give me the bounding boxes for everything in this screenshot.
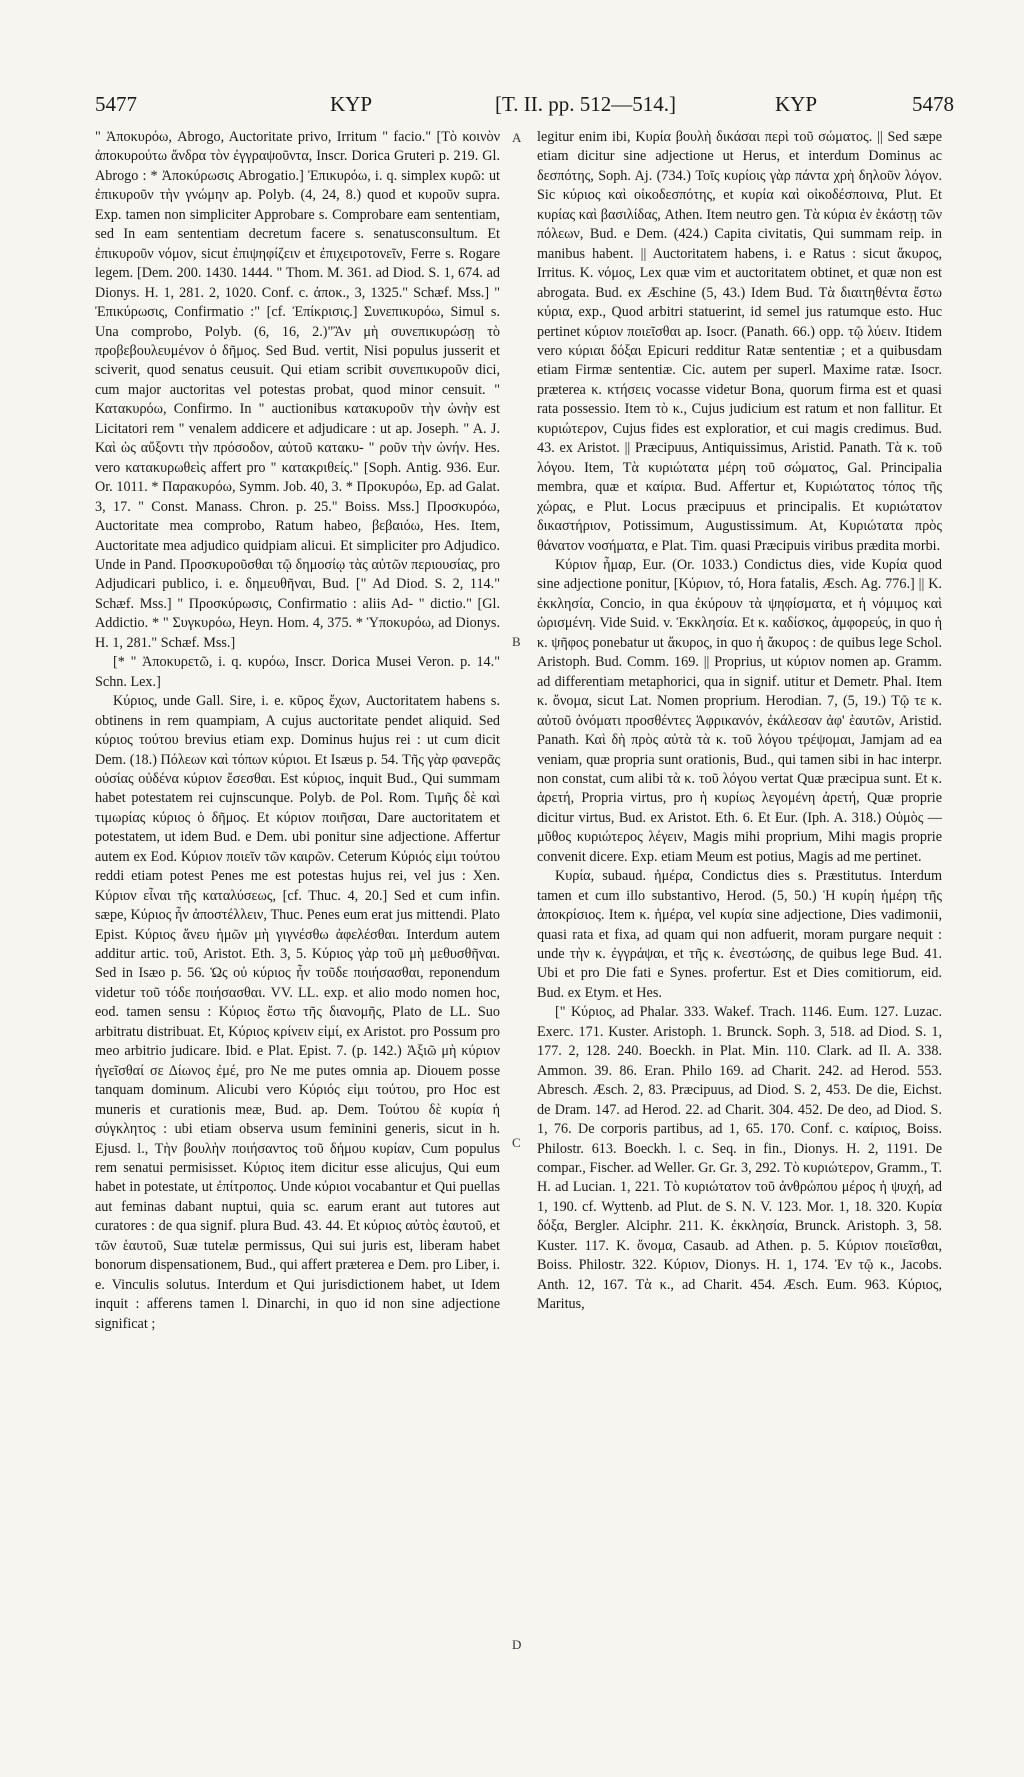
entry-kyrios: Κύριος, unde Gall. Sire, i. e. κῦρος ἔχων, Auctoritatem habens s. obtinens in rem quampiam, A cujus auctoritate pendet aliquid. Sed κύριος τούτου brevius etiam exp. Dominus hujus rei : ut cum dicit Dem. (18.) Πόλεων καὶ τόπων κύριοι. Et Isæus p. 54. Τῆς γὰρ φανερᾶς οὐσίας οὐδένα κύριον ἔσεσθαι. Est κύριος, inquit Bud., Qui summam habet potestatem rei cujnscunque. Polyb. de Pol. Rom. Τιμῆς δὲ καὶ τιμωρίας κύριος ὁ δῆμος. Et κύριον ποιῆσαι, Dare auctoritatem et potestatem, ut idem Bud. e Dem. ubi ponitur sine adjectione. Affertur autem ex Eod. Κύριον ποιεῖν τῶν καιρῶν. Ceterum Κύριός εἰμι τούτου reddi etiam potest Penes me est potestas hujus rei, vel jus : Xen. Κύριον εἶναι τῆς καταλύσεως, [cf. Thuc. 4, 20.] Sed et cum infin. sæpe, Κύριος ἦν ἀποστέλλειν, Thuc. Penes eum erat jus mittendi. Plato Epist. Κύριος ἄνευ ἡμῶν μὴ γιγνέσθω ἀφελέσθαι. Interdum autem additur artic. τοῦ, Aristot. Eth. 3, 5. Κύριος γὰρ τοῦ μὴ μεθυσθῆναι. Sed in Isæo p. 56. Ὡς οὐ κύριος ἦν τοῦδε ποιήσασθαι, reponendum videtur τοῦ τόδε ποιήσασθαι. VV. LL. exp. et alio modo nomen hoc, eod. tamen sensu : Κύριος ἔστω τῆς διανομῆς, Plato de LL. Suo arbitratu distribuat. Et, Κύριος κρίνειν εἰμί, ex Aristot. pro Possum pro meo arbitrio judicare. Ibid. e Plat. Epist. 7. (p. 142.) Ἀξιῶ μὴ κύριον ἡγεῖσθαί σε Δίωνος ἐμέ, pro Ne me putes omnia ap. Diouem posse tanquam dominum. Alicubi vero Κύριός εἰμι τούτου, pro Hoc est muneris et curationis meæ, Bud. ap. Dem. Τούτου δὲ κυρία ἡ σύγκλητος : ubi etiam observa usum feminini generis, sicut in h. Ejusd. l., Τὴν βουλὴν ποιήσαντος τοῦ δήμου κυρίαν, Cum populus rem senatui permisisset. Κύριος item dicitur esse alicujus, Qui eum habet in potestate, ut ἐπίτροπος. Unde κύριοι vocabantur et Qui puellas aut feminas dabant nuptui, quia sc. earum erant aut tutores aut curatores : de qua signif. plura Bud. 43. 44. Et κύριος αὐτὸς ἑαυτοῦ, et τῶν ἑαυτοῦ, Suæ tutelæ permissus, Qui sui juris est, liberam habet bonorum dispensationem, Bud., qui affert præterea e Dem. pro Liber, i. e. Vinculis solutus. Interdum et Qui jurisdictionem habet, ut Idem inquit : afferens tamen l. Dinarchi, in quo id non sine adjectione significat ; (95, 693, 500, 1332)
entry-apokyroo: " Ἀποκυρόω, Abrogo, Auctoritate privo, Irritum " facio." [Τὸ κοινὸν ἀποκυρούτω ἄνδρα τὸν ἐγγραψοῦντα, Inscr. Dorica Gruteri p. 219. Gl. Abrogo : * Ἀποκύρωσις Abrogatio.] Ἐπικυρόω, i. q. simplex κυρῶ: ut ἐπικυροῦν τὴν γνώμην ap. Polyb. (4, 24, 8.) quod et κυροῦν supra. Exp. tamen non simpliciter Approbare s. Comprobare eam sententiam, sed In eam sententiam decretum facere s. senatusconsultum. Et ἐπικυροῦν νόμον, sicut ἐπιψηφίζειν et ἐπιχειροτονεῖν, Ferre s. Rogare legem. [Dem. 200. 1430. 1444. " Thom. M. 361. ad Diod. S. 1, 674. ad Dionys. H. 1, 281. 2, 1020. Conf. c. ἀποκ., 3, 1325." Schæf. Mss.] " Ἐπικύρωσις, Confirmatio :" [cf. Ἐπίκρισις.] Συνεπικυρόω, Simul s. Una comprobo, Polyb. (6, 16, 2.)"Ἂν μὴ συνεπικυρώσῃ τὸ προβεβουλευμένον ὁ δῆμος. Sed Bud. vertit, Nisi populus jusserit et sciverit, quod senatus ceusuit. Qui etiam scribit συνεπικυροῦν dici, cum major auctoritas vel potestas probat, quod minor censuit. " Κατακυρόω, Confirmo. In " auctionibus κατακυροῦν τὴν ὠνὴν est Licitatori rem " venalem addicere et adjudicare : ut ap. Joseph. " A. J. Καὶ ὡς αὔξοντι τὴν πρόσοδον, αὐτοῦ κατακυ- " ροῦν τὴν ὠνήν. Hes. vero κατακυρωθεὶς affert pro " κατακριθείς." [Soph. Antig. 936. Eur. Or. 1011. * Παρακυρόω, Symm. Job. 40, 3. * Προκυρόω, Ep. ad Galat. 3, 17. " Const. Manass. Chron. p. 25." Boiss. Mss.] Προσκυρόω, Auctoritate mea comprobo, Ratum habeo, βεβαιόω, Hes. Item, Auctoritate mea adjudico quidpiam alicui. Et simpliciter pro Adjudico. Unde in Pand. Προσκυροῦσθαι τῷ δημοσίῳ τὰς αὐτῶν περιουσίας, pro Adjudicari publico, i. e. δημευθῆναι, Bud. [" Ad Diod. S. 2, 114." Schæf. Mss.] " Προσκύρωσις, Confirmatio : aliis Ad- " dictio." [Gl. Addictio. * " Συγκυρόω, Heyn. Hom. 4, 375. * Ὑποκυρόω, ad Dionys. H. 1, 281." Schæf. Mss.] (95, 129, 500, 651)
volume-page-reference: [T. II. pp. 512—514.] (495, 92, 676, 116)
entry-kyrion-emar: Κύριον ἦμαρ, Eur. (Or. 1033.) Condictus dies, vide Κυρία quod sine adjectione ponitur, [Κύριον, τό, Hora fatalis, Æsch. Ag. 776.] || K. ἐκκλησία, Concio, in qua ἐκύρουν τὰ ψηφίσματα, et ἡ νόμιμος καὶ ὡρισμένη. Vide Suid. v. Ἐκκλησία. Et κ. καδίσκος, ἀμφορεύς, in quo ἡ κ. ψῆφος ponebatur ut ἄκυρος, in quo ἡ ἄκυρος : de quibus lege Schol. Aristoph. Bud. Comm. 169. || Proprius, ut κύριον nomen ap. Gramm. ad differentiam metaphorici, qua in signif. utitur et Demetr. Phal. Item κ. ὄνομα, sicut Lat. Nomen proprium. Herodian. 7, (5, 19.) Τῷ τε κ. αὐτοῦ ὀνόματι προσθέντες Ἀφρικανόν, ἐκάλεσαν ἀφ' ἑαυτῶν, Aristid. Panath. Καὶ δὴ πρὸς αὐτὰ τὰ κ. τοῦ λόγου τρέψομαι, Jamjam ad ea veniam, quæ propria sunt orationis, Bud., qui tamen sibi in hac interpr. non constat, cum alibi τὰ κ. τοῦ λόγου vertat Quæ præcipua sunt. Et κ. ἀρετή, Propria virtus, pro ἡ κυρίως λεγομένη ἀρετή, Quæ proprie dicitur virtus, Bud. ex Aristot. Eth. 6. Et Eur. (Iph. A. 318.) Οὑμὸς — μῦθος κυριώτερος λέγειν, Magis mihi proprium, Mihi magis proprie convenit dicere. Exp. etiam Meum est potius, Magis ad me pertinet. (537, 556, 942, 865)
right-column (537, 128, 942, 1315)
margin-letter-a: A (512, 130, 522, 145)
entry-kyria: Κυρία, subaud. ἡμέρα, Condictus dies s. Præstitutus. Interdum tamen et cum illo substantivo, Herod. (5, 50.) Ἡ κυρίη ἡμέρη τῆς ἀποκρίσιος. Item κ. ἡμέρα, vel κυρία sine adjectione, Dies vadimonii, quasi rata et fixa, ad quam qui non adfuerit, moram purgare nequit : unde τὴν κ. ἐγγράψαι, et τῆς κ. ἐνεστώσης, de quibus lege Bud. 41. Ubi et pro Die fati e Synes. profertur. Est et Dies comitiorum, eid. Bud. ex Etym. et Hes. (537, 868, 942, 1001)
margin-letter-c: C (512, 1135, 521, 1150)
left-column (95, 128, 500, 1334)
entry-kyrios-references: [" Κύριος, ad Phalar. 333. Wakef. Trach. 1146. Eum. 127. Luzac. Exerc. 171. Kuster. Aristoph. 1. Brunck. Soph. 3, 518. ad Diod. S. 1, 177. 2, 128. 240. Boeckh. in Plat. Min. 110. Clark. ad Il. A. 338. Ammon. 39. 86. Eran. Philo 169. ad Charit. 242. ad Herod. 553. Abresch. Æsch. 2, 83. Præcipuus, ad Diod. S. 2, 453. De die, Eichst. de Dram. 147. ad Herod. 22. ad Charit. 304. 452. De deo, ad Diod. S. 1, 76. De corporis partibus, ad 1, 65. 170. Conf. c. καίριος, Boiss. Philostr. 613. Boeckh. l. c. Seq. in fin., Dionys. H. 2, 1191. De compar., Fischer. ad Weller. Gr. Gr. 3, 292. Τὸ κυριώτερον, Gramm., T. H. ad Lucian. 1, 221. Τὸ κυριώτατον τοῦ ἀνθρώπου μέρος ἡ ψυχή, ad 1, 190. cf. Wyttenb. ad Plut. de S. N. V. 123. Mor. 1, 18. 320. Κυρία δόξα, Bergler. Alciphr. 211. K. ἐκκλησία, Brunck. Aristoph. 3, 58. Kuster. 117. K. ὄνομα, Casaub. ad Athen. p. 5. Κύριον ποιεῖσθαι, Boiss. Philostr. 322. Κύριον, Dionys. H. 1, 174. Ἐν τῷ κ., Jacobs. Anth. 12, 167. Τὰ κ., ad Charit. 454. Æsch. Eum. 963. Κύριος, Maritus, (537, 1004, 942, 1313)
margin-letter-b: B (512, 634, 521, 649)
margin-letter-d: D (512, 1637, 522, 1652)
left-running-headword: ΚΥΡ (330, 92, 373, 116)
right-page-number: 5478 (912, 92, 954, 116)
left-page-number: 5477 (95, 92, 137, 116)
entry-kyrios-continued: legitur enim ibi, Κυρία βουλὴ δικάσαι περὶ τοῦ σώματος. || Sed sæpe etiam dicitur sine adjectione ut Herus, et interdum Dominus ac δεσπότης, Soph. Aj. (734.) Τοῖς κυρίοις γὰρ πάντα χρὴ δηλοῦν λόγον. Sic κύριος καὶ οἰκοδεσπότης, et κυρία καὶ οἰκοδέσποινα, Plut. Et κυρίας καὶ βασιλίδας, Athen. Item neutro gen. Τὰ κύρια ἐν ἑκάστῃ τῶν πόλεων, Bud. e Dem. (424.) Capita civitatis, Qui summam reip. in manibus habent. || Auctoritatem habens, i. e Ratus : sicut ἄκυρος, Irritus. K. νόμος, Lex quæ vim et auctoritatem obtinet, et quæ non est abrogata. Bud. ex Æschine (5, 43.) Idem Bud. Τὰ διαιτηθέντα ἔστω κύρια, exp., Quod arbitri statuerint, id semel jus ratumque esto. Huc pertinet κύριον ποιεῖσθαι ap. Isocr. (Panath. 66.) opp. τῷ λύειν. Itidem vero κύριαι δόξαι Epicuri redditur Ratæ sententiæ ; et a quibusdam etiam Firmæ sententiæ. Cic. autem per superl. Maxime ratæ. Isocr. præterea κ. κτήσεις vocasse videtur Bona, quorum firma est et quasi rata possessio. Item τὸ κ., Cujus judicium est ratum et non fallitur. Et κυριώτερον, Cujus fides est exploratior, et cui magis credimus. Bud. 43. ex Aristot. || Præcipuus, Antiquissimus, Aristid. Panath. Τὰ κ. τοῦ λόγου. Item, Τὰ κυριώτατα μέρη τοῦ σώματος, Gal. Principalia membra, quæ et καίρια. Bud. Affertur et, Κυριώτατος τόπος τῆς χώρας, e Plut. Locus præcipuus et principalis. Et κυριώτατον δικαστήριον, Potissimum, Augustissimum. At, Κυριώτατα πρὸς θάνατον νοσήματα, e Plat. Tim. quasi Præcipuis viribus prædita morbi. (537, 129, 942, 554)
page-header (95, 92, 954, 122)
right-running-headword: ΚΥΡ (775, 92, 818, 116)
entry-apokyreto: [* " Ἀποκυρετῶ, i. q. κυρόω, Inscr. Dorica Musei Veron. p. 14." Schn. Lex.] (95, 654, 500, 690)
